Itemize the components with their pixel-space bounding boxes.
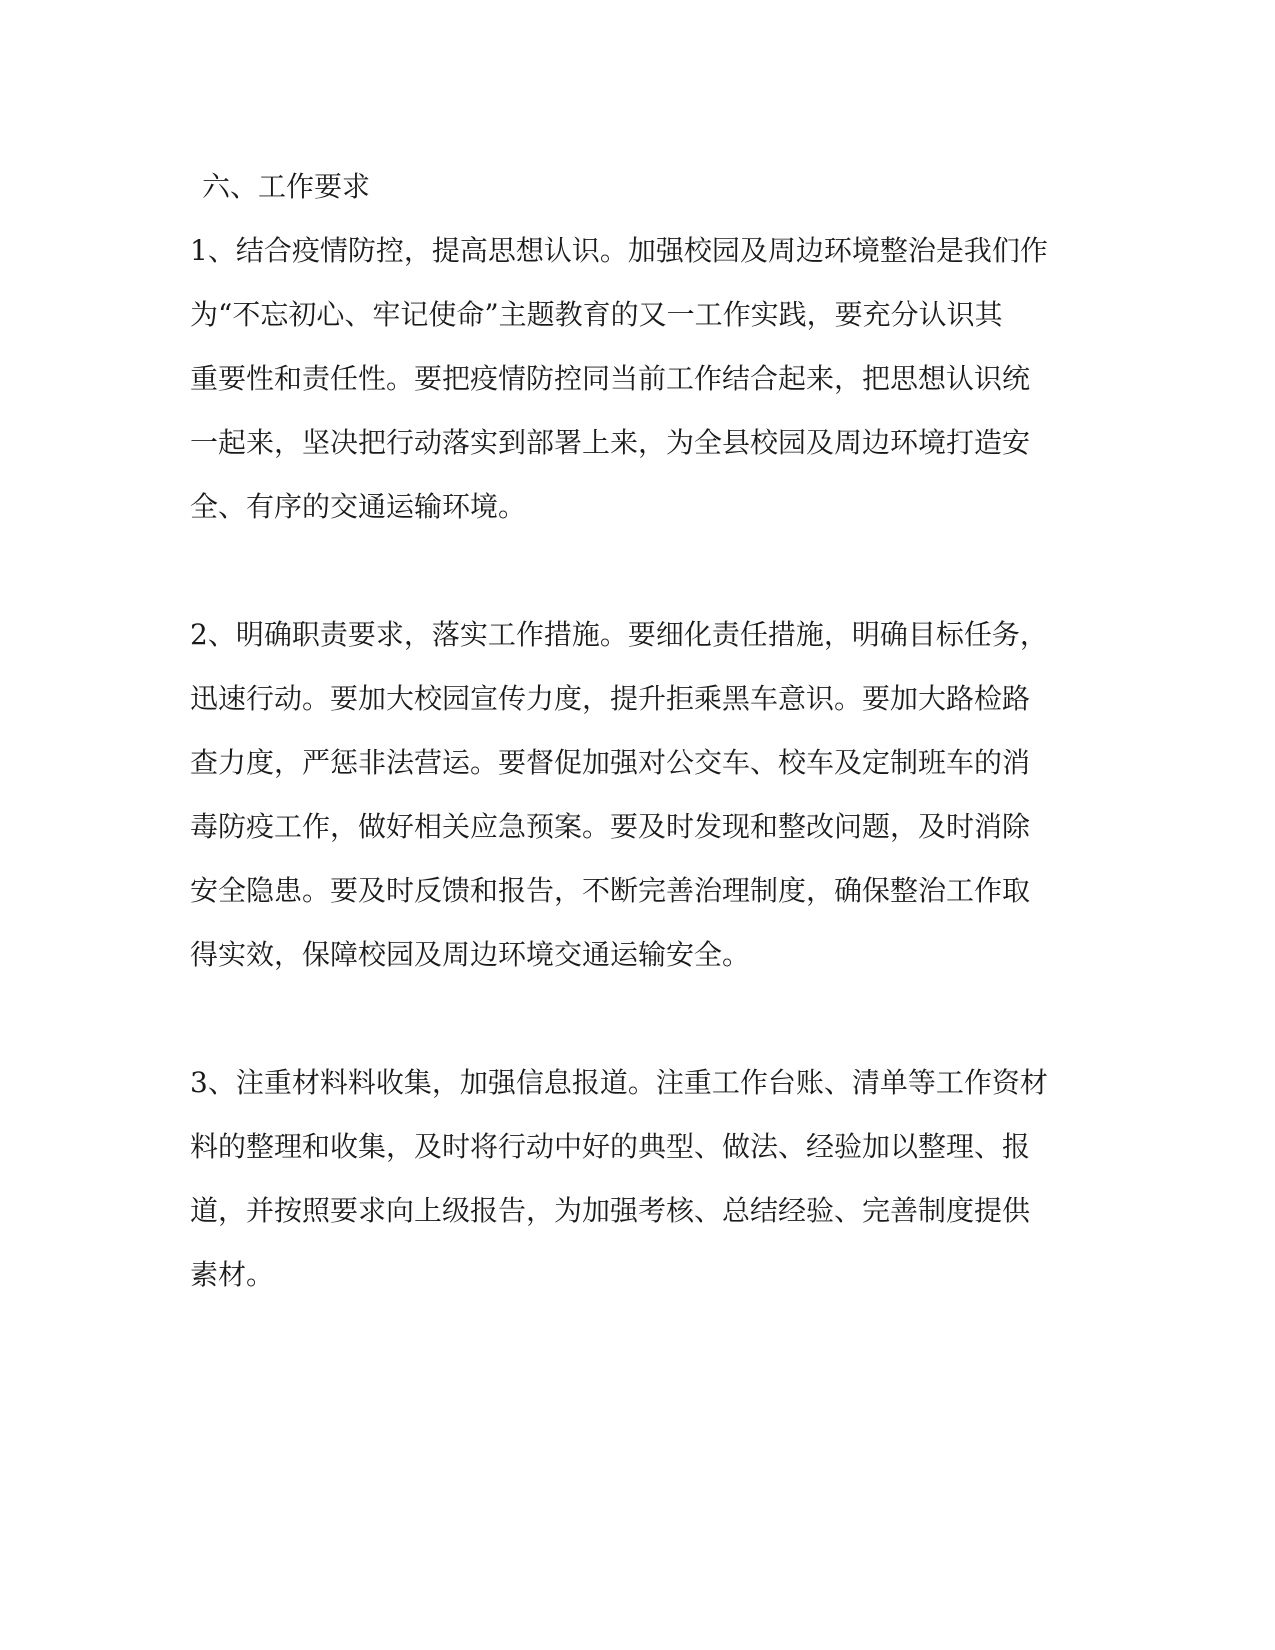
text-line: 料的整理和收集，及时将行动中好的典型、做法、经验加以整理、报 xyxy=(190,1130,1031,1163)
paragraph-2 xyxy=(190,603,1090,987)
document-body xyxy=(190,155,1090,1307)
text-line: 查力度，严惩非法营运。要督促加强对公交车、校车及定制班车的消 xyxy=(190,746,1031,779)
text-line: 道，并按照要求向上级报告，为加强考核、总结经验、完善制度提供 xyxy=(190,1194,1031,1227)
text-line: 1、结合疫情防控，提高思想认识。加强校园及周边环境整治是我们作 xyxy=(190,234,1048,267)
text-line: 毒防疫工作，做好相关应急预案。要及时发现和整改问题，及时消除 xyxy=(190,810,1031,843)
text-line: 为“不忘初心、牢记使命”主题教育的又一工作实践，要充分认识其 xyxy=(190,298,1003,331)
text-line: 2、明确职责要求，落实工作措施。要细化责任措施，明确目标任务， xyxy=(190,618,1048,651)
section-heading: 六、工作要求 xyxy=(202,170,371,203)
text-line: 得实效，保障校园及周边环境交通运输安全。 xyxy=(190,938,751,971)
text-line: 重要性和责任性。要把疫情防控同当前工作结合起来，把思想认识统 xyxy=(190,362,1031,395)
paragraph-1 xyxy=(190,219,1090,539)
text-line: 3、注重材料料收集，加强信息报道。注重工作台账、清单等工作资材 xyxy=(190,1066,1048,1099)
text-line: 安全隐患。要及时反馈和报告，不断完善治理制度，确保整治工作取 xyxy=(190,874,1031,907)
text-line: 一起来，坚决把行动落实到部署上来，为全县校园及周边环境打造安 xyxy=(190,426,1031,459)
text-line: 迅速行动。要加大校园宣传力度，提升拒乘黑车意识。要加大路检路 xyxy=(190,682,1031,715)
text-line: 素材。 xyxy=(190,1258,275,1291)
paragraph-3 xyxy=(190,1051,1090,1307)
text-line: 全、有序的交通运输环境。 xyxy=(190,490,527,523)
